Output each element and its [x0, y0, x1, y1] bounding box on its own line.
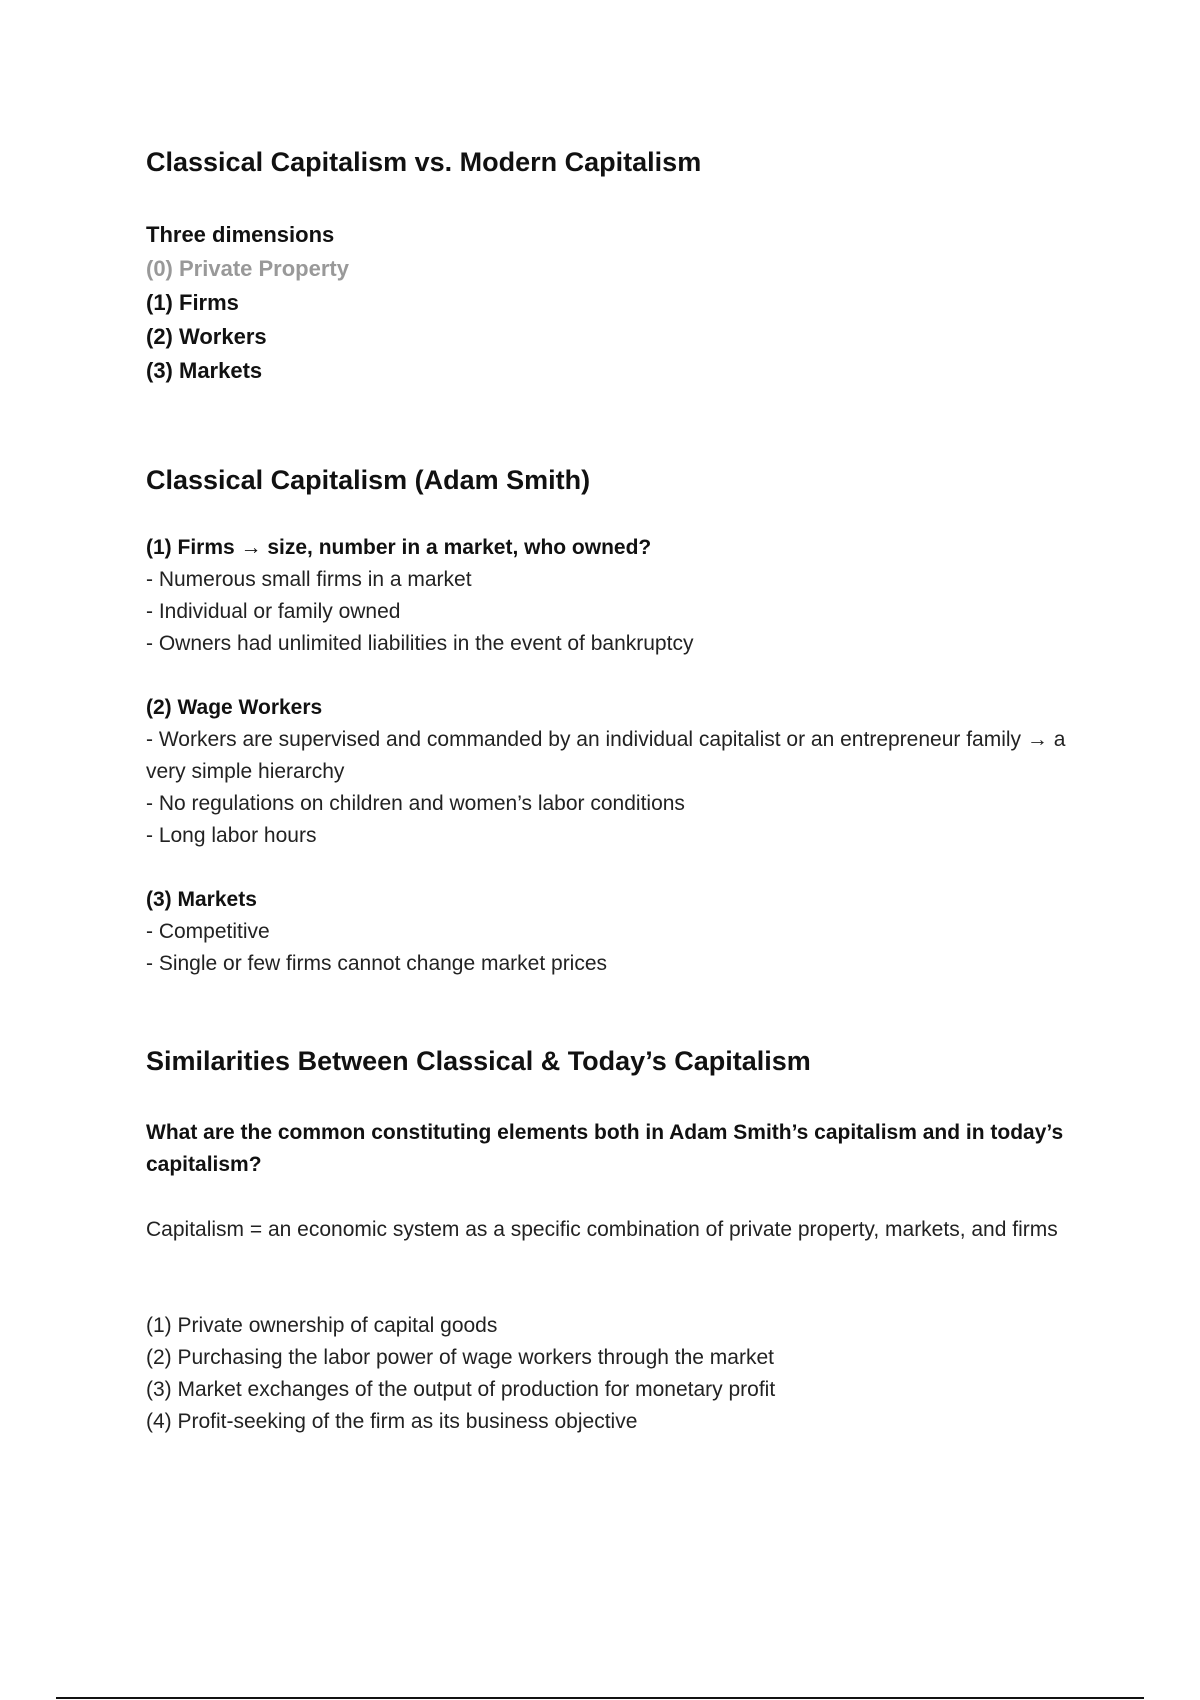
- dimension-item: (0) Private Property: [146, 256, 349, 281]
- markets-heading: (3) Markets: [146, 888, 257, 911]
- markets-section: [146, 884, 1096, 980]
- workers-line: - Workers are supervised and commanded by an individual capitalist or an entrepreneur family → a very simple hierarchy: [146, 728, 1066, 783]
- dimensions-section: [146, 218, 1096, 388]
- firms-line: - Numerous small firms in a market: [146, 568, 472, 591]
- list-item: (4) Profit-seeking of the firm as its business objective: [146, 1410, 638, 1433]
- footer-rule: [56, 1697, 1144, 1699]
- similarities-question: What are the common constituting elements both in Adam Smith’s capitalism and in today’s capitalism?: [146, 1121, 1064, 1176]
- workers-section: [146, 692, 1096, 852]
- workers-line: - No regulations on children and women’s labor conditions: [146, 792, 685, 815]
- list-item: (2) Purchasing the labor power of wage workers through the market: [146, 1346, 774, 1369]
- dimension-item: (2) Workers: [146, 324, 267, 349]
- page-title: Classical Capitalism vs. Modern Capitalism: [146, 147, 702, 177]
- firms-heading: (1) Firms → size, number in a market, who owned?: [146, 536, 652, 559]
- dimension-item: (3) Markets: [146, 358, 263, 383]
- firms-line: - Individual or family owned: [146, 600, 401, 623]
- list-item: (3) Market exchanges of the output of production for monetary profit: [146, 1378, 776, 1401]
- list-item: (1) Private ownership of capital goods: [146, 1314, 498, 1337]
- capitalism-definition: Capitalism = an economic system as a specific combination of private property, markets, and firms: [146, 1218, 1058, 1241]
- classical-heading: Classical Capitalism (Adam Smith): [146, 465, 591, 495]
- workers-line: - Long labor hours: [146, 824, 317, 847]
- dimensions-heading: Three dimensions: [146, 222, 335, 247]
- firms-line: - Owners had unlimited liabilities in the event of bankruptcy: [146, 632, 694, 655]
- dimension-item: (1) Firms: [146, 290, 239, 315]
- similarities-heading: Similarities Between Classical & Today’s Capitalism: [146, 1046, 811, 1076]
- markets-line: - Competitive: [146, 920, 270, 943]
- workers-heading: (2) Wage Workers: [146, 696, 323, 719]
- similarities-list: [146, 1310, 1096, 1438]
- firms-section: [146, 532, 1096, 660]
- markets-line: - Single or few firms cannot change market prices: [146, 952, 608, 975]
